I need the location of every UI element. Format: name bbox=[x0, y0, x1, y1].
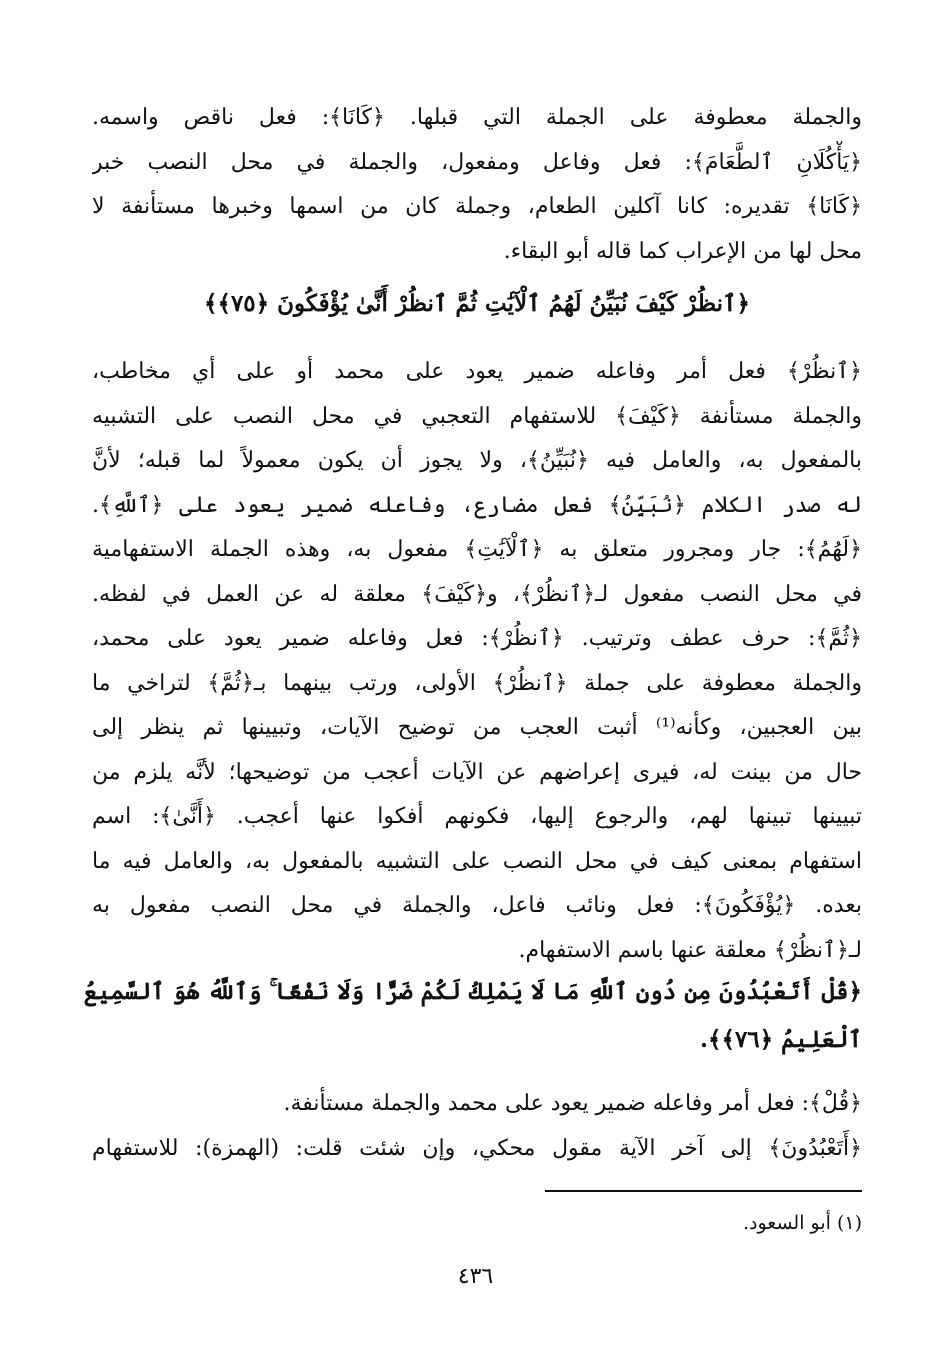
paragraph-1 bbox=[92, 96, 862, 274]
text-line: والجملة مستأنفة ﴿كَيْفَ﴾ للاستفهام التعجبي في محل النصب على التشبيه bbox=[92, 403, 862, 429]
text-line: تبيينها تبينها لهم، والرجوع إليها، فكونهم أفكوا عنها أعجب. ﴿أَنَّىٰ﴾: اسم bbox=[92, 804, 862, 829]
text-line: لـ﴿ٱنظُرْ﴾ معلقة عنها باسم الاستفهام. bbox=[518, 937, 862, 963]
text-line: ﴿قُلْ﴾: فعل أمر وفاعله ضمير يعود على محمد والجملة مستأنفة. bbox=[283, 1091, 862, 1116]
text-line: والجملة معطوفة على جملة ﴿ٱنظُرْ﴾ الأولى، ورتب بينهما بـ﴿ثُمَّ﴾ لتراخي ما bbox=[92, 670, 862, 696]
text-line: ﴿كَانَا﴾ تقديره: كانا آكلين الطعام، وجملة كان من اسمها وخبرها مستأنفة لا bbox=[92, 194, 862, 219]
paragraph-3 bbox=[92, 1082, 862, 1171]
page-number: ٤٣٦ bbox=[457, 1264, 494, 1289]
text-line: استفهام بمعنى كيف في محل النصب على التشبيه بالمفعول به، والعامل فيه ما bbox=[92, 848, 862, 874]
quran-verse-76 bbox=[83, 968, 862, 1064]
text-line: في محل النصب مفعول لـ﴿ٱنظُرْ﴾، و﴿كَيْفَ﴾ معلقة له عن العمل في لفظه. bbox=[92, 581, 862, 607]
paragraph-2 bbox=[92, 350, 862, 973]
text-line: والجملة معطوفة على الجملة التي قبلها. ﴿كَانَا﴾: فعل ناقص واسمه. bbox=[92, 105, 862, 130]
text-line: له صدر الكلام ﴿نُبَيِّنُ﴾ فعل مضارع، وفاعله ضمير يعود على ﴿ٱللَّهِ﴾. bbox=[92, 492, 862, 518]
text-line: ﴿أَتَعْبُدُونَ﴾ إلى آخر الآية مقول محكي، وإن شئت قلت: (الهمزة): للاستفهام bbox=[92, 1135, 862, 1161]
footnote-divider bbox=[545, 1190, 862, 1192]
text-line: ﴿لَهُمُ﴾: جار ومجرور متعلق به ﴿ٱلْآيَٰتِ﴾ مفعول به، وهذه الجملة الاستفهامية bbox=[92, 537, 862, 562]
text-line: ﴿ٱنظُرْ﴾ فعل أمر وفاعله ضمير يعود على محمد أو على أي مخاطب، bbox=[92, 359, 862, 384]
text-line: بين العجبين، وكأنه⁽¹⁾ أثبت العجب من توضيح الآيات، وتبيينها ثم ينظر إلى bbox=[92, 715, 862, 740]
text-line: حال من بينت له، فيرى إعراضهم عن الآيات أعجب من توضيحها؛ لأنَّه يلزم من bbox=[92, 759, 862, 785]
verse-line: ٱلْعَلِيمُ ﴿٧٦﴾﴾. bbox=[699, 1026, 862, 1053]
quran-verse-75: ﴿ٱنظُرْ كَيْفَ نُبَيِّنُ لَهُمُ ٱلْآيَٰتِ ثُمَّ ٱنظُرْ أَنَّىٰ يُؤْفَكُونَ ﴿٧٥﴾﴾ bbox=[204, 290, 750, 317]
text-line: ﴿ثُمَّ﴾: حرف عطف وترتيب. ﴿ٱنظُرْ﴾: فعل وفاعله ضمير يعود على محمد، bbox=[92, 626, 862, 651]
verse-line: ﴿قُلْ أَتَعْبُدُونَ مِن دُونِ ٱللَّهِ مَا لَا يَمْلِكُ لَكُمْ ضَرًّا وَلَا نَفْعًا ۚ وَٱللَّهُ هُوَ ٱلسَّمِيعُ bbox=[83, 978, 862, 1005]
text-line: بالمفعول به، والعامل فيه ﴿نُبَيِّنُ﴾، ولا يجوز أن يكون معمولاً لما قبله؛ لأنَّ bbox=[92, 448, 862, 473]
text-line: بعده. ﴿يُؤْفَكُونَ﴾: فعل ونائب فاعل، والجملة في محل النصب مفعول به bbox=[92, 893, 862, 918]
text-line: محل لها من الإعراب كما قاله أبو البقاء. bbox=[503, 238, 862, 264]
text-line: ﴿يَأْكُلَانِ ٱلطَّعَامَ﴾: فعل وفاعل ومفعول، والجملة في محل النصب خبر bbox=[92, 149, 862, 175]
footnote: (١) أبو السعود. bbox=[742, 1212, 862, 1234]
